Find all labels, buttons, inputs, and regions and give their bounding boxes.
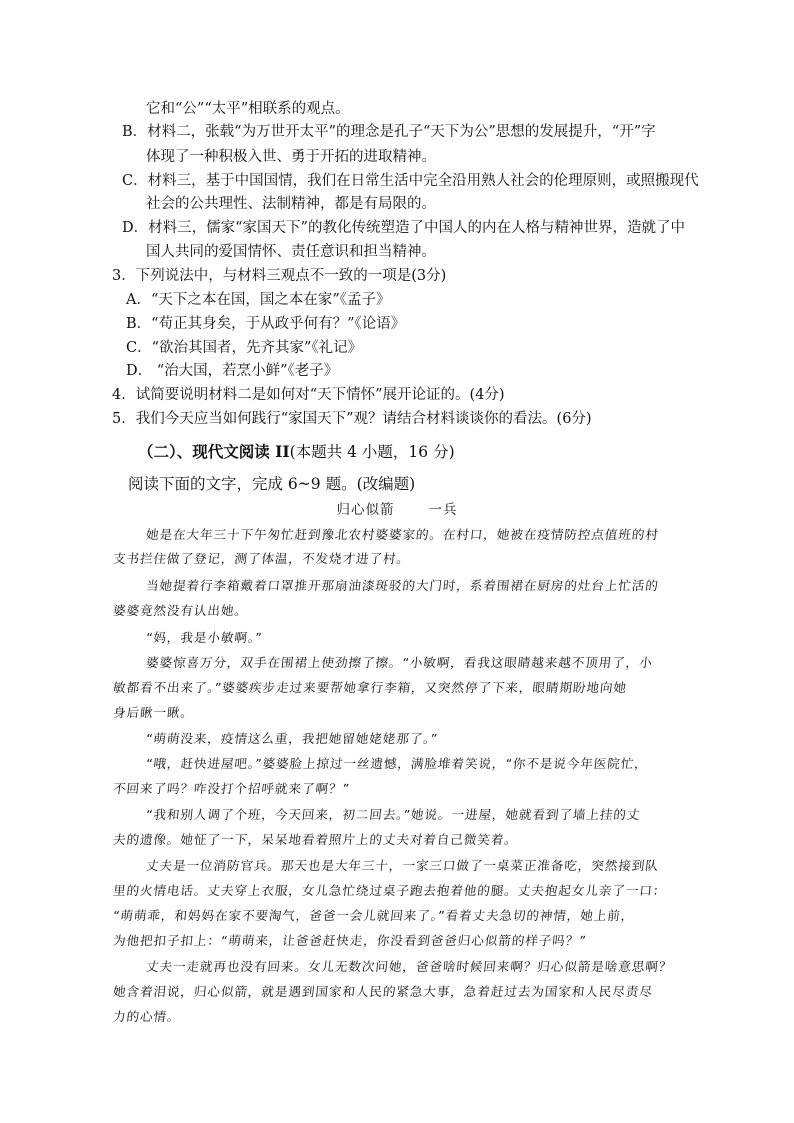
option-b-line-1: B．材料二，张载“为万世开太平”的理念是孔子“天下为公”思想的发展提升，“开”字 xyxy=(122,124,656,140)
question-3-choice-c: C．“欲治其国者，先齐其家”《礼记》 xyxy=(126,340,363,356)
story-line: 婆婆惊喜万分，双手在围裙上使劲擦了擦。“小敏啊，看我这眼睛越来越不顶用了，小 xyxy=(145,655,654,670)
option-c-line-2: 社会的公共理性、法制精神，都是有局限的。 xyxy=(146,196,436,212)
question-3-choice-d: D． “治大国，若烹小鲜”《老子》 xyxy=(126,363,339,379)
story-line: “我和别人调了个班，今天回来，初二回去。”她说。一进屋，她就看到了墙上挂的丈 xyxy=(145,807,642,822)
story-line: 力的心情。 xyxy=(112,1009,182,1024)
option-d-line-1: D．材料三，儒家“家国天下”的教化传统塑造了中国人的内在人格与精神世界，造就了中 xyxy=(122,220,685,236)
story-line: “妈，我是小敏啊。” xyxy=(145,630,264,645)
reading-instruction: 阅读下面的文字，完成 6~9 题。(改编题) xyxy=(128,475,416,493)
section-heading-note: (本题共 4 小题，16 分) xyxy=(289,443,455,461)
story-title: 归心似箭 xyxy=(336,502,395,518)
story-line: 丈夫是一位消防官兵。那天也是大年三十，一家三口做了一桌菜正准备吃，突然接到队 xyxy=(145,858,660,873)
section-heading xyxy=(138,442,455,462)
option-a-continuation: 它和“公”“太平”相联系的观点。 xyxy=(146,101,350,117)
question-3: 3．下列说法中，与材料三观点不一致的一项是(3分) xyxy=(112,268,447,284)
section-heading-title: （二）、现代文阅读 II xyxy=(138,442,290,461)
question-5: 5．我们今天应当如何践行“家国天下”观？请结合材料谈谈你的看法。(6分) xyxy=(112,411,592,427)
story-line: 不回来了吗？咋没打个招呼就来了啊？” xyxy=(112,781,351,796)
story-line: 她含着泪说，归心似箭，就是遇到国家和人民的紧急大事，急着赶过去为国家和人民尽责尽 xyxy=(112,984,654,999)
story-line: 当她提着行李箱戴着口罩推开那扇油漆斑驳的大门时，系着围裙在厨房的灶台上忙活的 xyxy=(145,578,660,593)
story-line: “萌萌乖，和妈妈在家不要淘气，爸爸一会儿就回来了。”看着丈夫急切的神情，她上前， xyxy=(112,908,636,923)
story-line: “萌萌没来，疫情这么重，我把她留她姥姥那了。” xyxy=(145,731,439,746)
question-3-choice-a: A．“天下之本在国，国之本在家”《孟子》 xyxy=(126,292,391,308)
question-3-choice-b: B．“苟正其身矣，于从政乎何有？”《论语》 xyxy=(126,316,406,332)
story-title-line xyxy=(0,500,794,520)
option-d-line-2: 国人共同的爱国情怀、责任意识和担当精神。 xyxy=(146,244,436,260)
story-line: 婆婆竟然没有认出她。 xyxy=(112,603,249,618)
story-line: 敏都看不出来了。”婆婆疾步走过来要帮她拿行李箱，又突然停了下来，眼睛期盼地向她 xyxy=(112,680,628,695)
option-c-line-1: C．材料三，基于中国国情，我们在日常生活中完全沿用熟人社会的伦理原则，或照搬现代 xyxy=(122,173,699,189)
story-line: 为他把扣子扣上：“萌萌来，让爸爸赶快走，你没看到爸爸归心似箭的样子吗？” xyxy=(112,933,588,948)
option-b-line-2: 体现了一种积极入世、勇于开拓的进取精神。 xyxy=(146,149,436,165)
story-line: 夫的遗像。她怔了一下，呆呆地看着照片上的丈夫对着自己微笑着。 xyxy=(112,832,519,847)
question-4: 4．试简要说明材料二是如何对“天下情怀”展开论证的。(4分) xyxy=(112,387,505,403)
story-line: 她是在大年三十下午匆忙赶到豫北农村婆婆家的。在村口，她被在疫情防控点值班的村 xyxy=(145,527,660,542)
story-author: 一兵 xyxy=(428,502,458,518)
story-line: “哦，赶快进屋吧。”婆婆脸上掠过一丝遗憾，满脸堆着笑说，“你不是说今年医院忙， xyxy=(145,756,649,771)
story-line: 里的火情电话。丈夫穿上衣服，女儿急忙绕过桌子跑去抱着他的腿。丈夫抱起女儿亲了一口： xyxy=(112,883,668,898)
story-line: 身后瞅一瞅。 xyxy=(112,705,195,720)
story-line: 支书拦住做了登记，测了体温，不发烧才进了村。 xyxy=(112,551,411,566)
story-line: 丈夫一走就再也没有回来。女儿无数次问她，爸爸啥时候回来啊？归心似箭是啥意思啊？ xyxy=(145,959,674,974)
